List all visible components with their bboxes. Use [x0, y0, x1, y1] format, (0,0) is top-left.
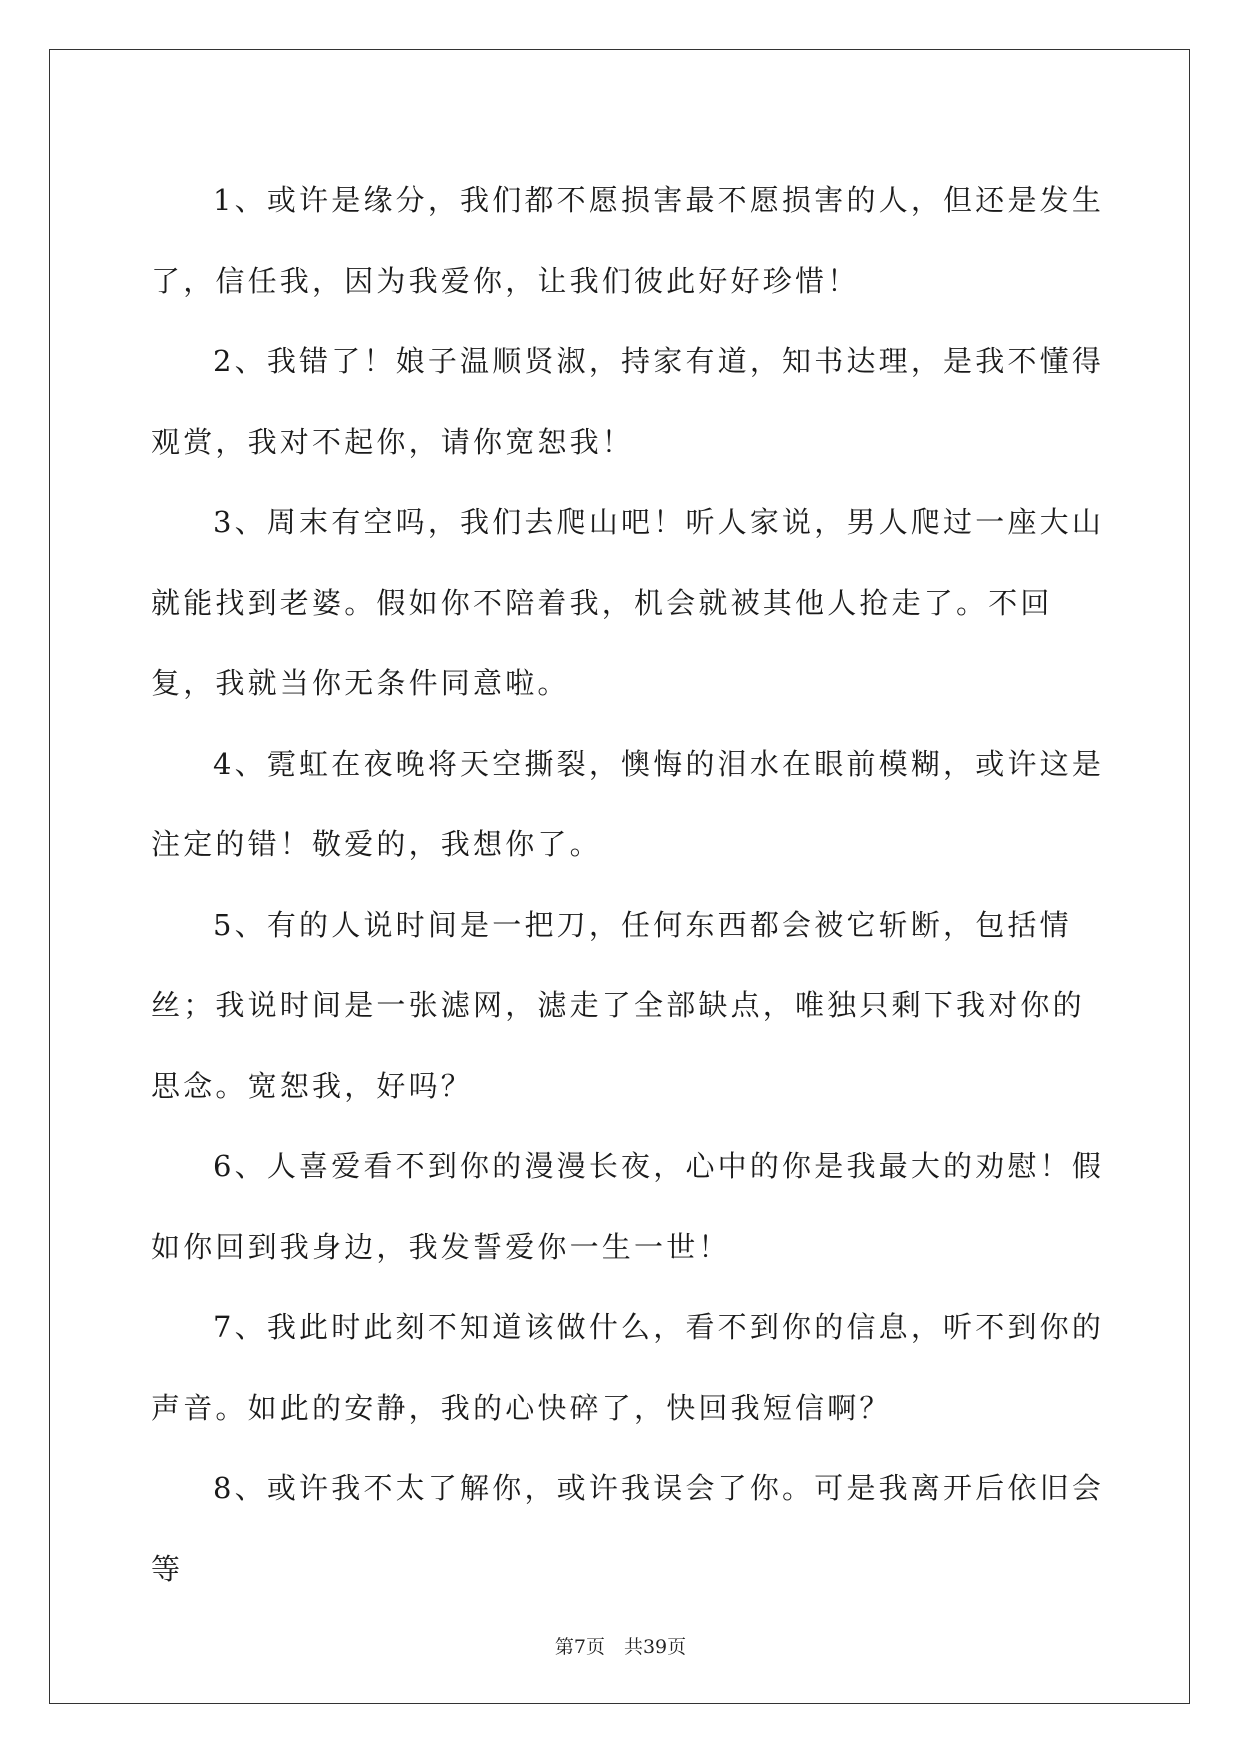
paragraph-6: 6、人喜爱看不到你的漫漫长夜，心中的你是我最大的劝慰！假如你回到我身边，我发誓爱你一生一世！	[151, 1149, 1105, 1264]
paragraph-7: 7、我此时此刻不知道该做什么，看不到你的信息，听不到你的声音。如此的安静，我的心快碎了，快回我短信啊？	[151, 1310, 1105, 1425]
paragraph-2: 2、我错了！娘子温顺贤淑，持家有道，知书达理，是我不懂得观赏，我对不起你，请你宽恕我！	[151, 344, 1105, 459]
paragraph-4: 4、霓虹在夜晚将天空撕裂，懊悔的泪水在眼前模糊，或许这是注定的错！敬爱的，我想你了。	[151, 746, 1105, 861]
paragraph-5: 5、有的人说时间是一把刀，任何东西都会被它斩断，包括情丝；我说时间是一张滤网，滤走了全部缺点，唯独只剩下我对你的思念。宽恕我，好吗？	[151, 907, 1085, 1103]
paragraph-3: 3、周末有空吗，我们去爬山吧！听人家说，男人爬过一座大山就能找到老婆。假如你不陪着我，机会就被其他人抢走了。不回复，我就当你无条件同意啦。	[151, 505, 1105, 700]
document-body	[151, 160, 1116, 1609]
paragraph-1: 1、或许是缘分，我们都不愿损害最不愿损害的人，但还是发生了，信任我，因为我爱你，让我们彼此好好珍惜！	[151, 183, 1105, 298]
page-number-footer: 第7页 共39页	[554, 1636, 687, 1658]
paragraph-8: 8、或许我不太了解你，或许我误会了你。可是我离开后依旧会等	[151, 1471, 1105, 1586]
